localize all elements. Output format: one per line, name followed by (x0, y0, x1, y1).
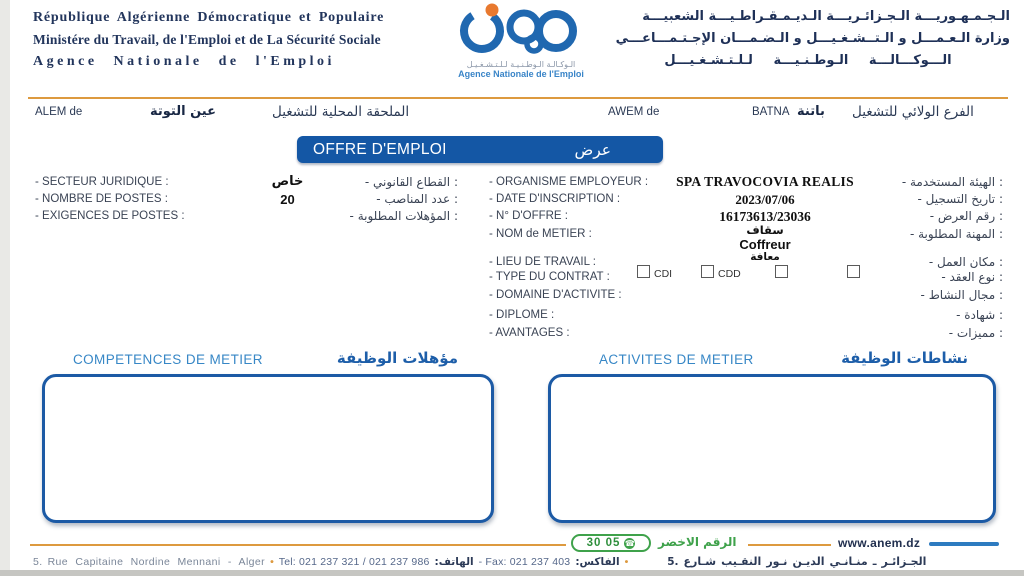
skills-section-title-ar: مؤهلات الوظيفة (336, 349, 458, 367)
field-exigences-fr: - EXIGENCES DE POSTES : (35, 210, 185, 222)
footer-divider-mid (748, 544, 831, 546)
anem-logo-icon (446, 3, 596, 55)
website-link[interactable]: www.anem.dz (838, 536, 921, 550)
offer-title-fr: OFFRE D'EMPLOI (313, 140, 447, 158)
field-metier-value-ar: سقاف (746, 223, 784, 237)
phone-icon: ☎ (624, 538, 635, 548)
field-metier-fr: - NOM de METIER : (489, 228, 592, 240)
header-fr-line2: Ministére du Travail, de l'Emploi et de La Sécurité Sociale (33, 32, 381, 47)
footer-fax-ar: الفاكس: (575, 555, 620, 568)
field-metier-value-fr: Coffreur (739, 237, 791, 252)
field-employeur-value: SPA TRAVOCOVIA REALIS (676, 174, 854, 189)
checkbox-contract-3[interactable] (775, 265, 788, 278)
header-fr-line3: Agence Nationale de l'Emploi (33, 54, 335, 69)
green-number: 30 05 (586, 537, 621, 549)
address-ar-word-6: ـ (872, 555, 877, 568)
checkbox-cdd-label: CDD (718, 268, 741, 280)
footer-divider-right (929, 542, 999, 546)
wilaya-office-label: الفرع الولائي للتشغيل (852, 104, 974, 120)
field-postes-ar: - عدد المناصب : (376, 192, 458, 206)
header-arabic (606, 6, 1010, 72)
footer-fax: - Fax: 021 237 403 (478, 555, 571, 568)
header-fr-line1: République Algérienne Démocratique et Populaire (33, 10, 385, 25)
scan-edge-bottom (0, 570, 1024, 576)
field-domaine-ar: - مجال النشاط : (920, 288, 1003, 302)
checkbox-cdd[interactable] (701, 265, 714, 278)
alem-value: عين التوتة (150, 104, 216, 119)
footer-tel-ar: الهاتف: (434, 555, 474, 568)
address-fr: Rue Capitaine Nordine Mennani - Alger (47, 555, 266, 568)
header-french (33, 7, 433, 74)
logo-caption-arabic: الـوكـالـة الـوطـنـيـة لـلـتـشـغـيـل (466, 60, 576, 69)
header-ar-line1: الـجـمـهـوريـــة الـجـزائـريـــة الـديـمـقـراطـيـــة الشعبيـــة (642, 9, 1010, 24)
field-exigences-ar: - المؤهلات المطلوبة : (349, 209, 458, 223)
anem-logo (437, 3, 605, 80)
address-ar-word-7: الجـزائـر (881, 555, 927, 568)
offer-title-ar: عرض (574, 140, 611, 159)
field-secteur-ar: - القطاع القانوني : (364, 175, 458, 189)
field-metier-ar: - المهنة المطلوبة : (909, 227, 1003, 241)
field-lieu-ar: - مكان العمل : (928, 255, 1003, 269)
field-diplome-fr: - DIPLOME : (489, 309, 555, 321)
field-lieu-value: معافة (750, 251, 780, 263)
field-date-ar: - تاريخ التسجيل : (917, 192, 1003, 206)
field-employeur-ar: - الهيئة المستخدمة : (901, 175, 1003, 189)
local-office-label: الملحقة المحلية للتشغيل (272, 104, 410, 120)
header-ar-line2: وزارة الـعـمـــل و الـتــشـغـيـــل و الـضـمـــان الإجـتـمـــاعـــي (615, 31, 1010, 46)
address-number-ar: 5. (667, 555, 679, 568)
field-contrat-ar: - نوع العقد : (941, 270, 1003, 284)
field-contrat-fr: - TYPE DU CONTRAT : (489, 271, 610, 283)
offer-title-bar (297, 136, 663, 163)
field-secteur-value: خاص (271, 174, 304, 189)
field-employeur-fr: - ORGANISME EMPLOYEUR : (489, 176, 649, 188)
field-offre-fr: - N° D'OFFRE : (489, 210, 568, 222)
footer-bullet-1: • (270, 555, 274, 568)
field-offre-value: 16173613/23036 (719, 209, 811, 224)
checkbox-cdi-label: CDI (654, 268, 673, 280)
address-ar-word-3: نـور (766, 555, 788, 568)
skills-section-title-fr: COMPETENCES DE METIER (73, 352, 263, 367)
field-postes-value: 20 (280, 192, 295, 207)
scan-edge-left (0, 0, 10, 576)
checkbox-cdi[interactable] (637, 265, 650, 278)
address-ar-word-1: شـارع (683, 555, 717, 568)
field-offre-ar: - رقم العرض : (929, 209, 1003, 223)
address-number-fr: 5. (33, 555, 43, 568)
address-ar-word-4: الديـن (792, 555, 825, 568)
address-ar-word-5: منـانـي (829, 555, 868, 568)
footer-address-line (33, 555, 1013, 568)
address-ar-word-2: النقـيب (721, 555, 762, 568)
footer-bullet-2: • (624, 555, 629, 568)
awem-label: AWEM de (608, 106, 660, 118)
skills-box (42, 374, 494, 523)
green-number-badge (571, 534, 651, 552)
field-domaine-fr: - DOMAINE D'ACTIVITE : (489, 289, 622, 301)
field-secteur-fr: - SECTEUR JURIDIQUE : (35, 176, 169, 188)
awem-value-fr: BATNA (752, 106, 790, 118)
field-postes-fr: - NOMBRE DE POSTES : (35, 193, 168, 205)
activities-section-title-ar: نشاطات الوظيفة (841, 349, 968, 367)
field-lieu-fr: - LIEU DE TRAVAIL : (489, 256, 596, 268)
field-date-fr: - DATE D'INSCRIPTION : (489, 193, 621, 205)
footer-divider-left (30, 544, 566, 546)
field-avantages-fr: - AVANTAGES : (489, 327, 570, 339)
field-diplome-ar: - شهادة : (956, 308, 1003, 322)
green-number-label: الرقم الاخضر (658, 535, 737, 549)
header-ar-line3: الـــوكـــالـــة الـوطـنـيـــة لـلـتـشـغـيـــل (664, 53, 952, 68)
footer-tel: Tel: 021 237 321 / 021 237 986 (278, 555, 430, 568)
field-avantages-ar: - مميزات : (948, 326, 1003, 340)
awem-value-ar: باتنة (797, 104, 825, 119)
top-divider (28, 97, 1008, 99)
alem-label: ALEM de (35, 106, 83, 118)
field-date-value: 2023/07/06 (735, 192, 795, 207)
activities-box (548, 374, 996, 523)
logo-caption-french: Agence Nationale de l'Emploi (458, 69, 584, 79)
activities-section-title-fr: ACTIVITES DE METIER (599, 352, 754, 367)
